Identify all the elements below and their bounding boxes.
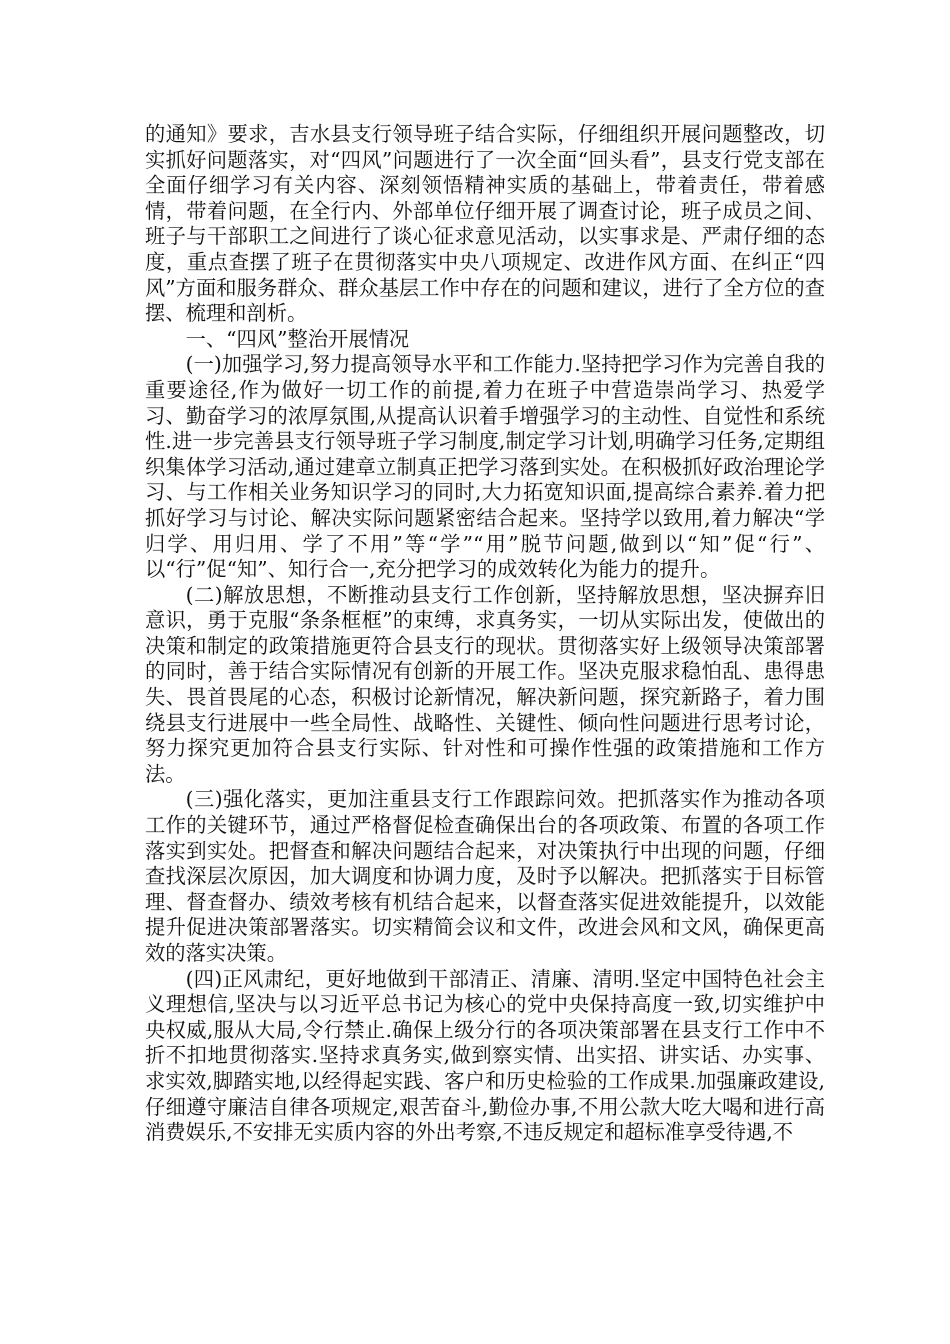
paragraph-intro: 的通知》要求，吉水县支行领导班子结合实际，仔细组织开展问题整改，切实抓好问题落实，对“四风”问题进行了一次全面“回头看”，县支行党支部在全面仔细学习有关内容、深刻领悟精神实质的基础上，带着责任，带着感情，带着问题，在全行内、外部单位仔细开展了调查讨论，班子成员之间、班子与干部职工之间进行了谈心征求意见活动，以实事求是、严肃仔细的态度，重点查摆了班子在贯彻落实中央八项规定、改进作风方面、在纠正“四风”方面和服务群众、群众基层工作中存在的问题和建议，进行了全方位的查摆、梳理和剖析。 [145,122,825,326]
paragraph-discipline: (四)正风肃纪，更好地做到干部清正、清廉、清明.坚定中国特色社会主义理想信,坚决与以习近平总书记为核心的党中央保持高度一致,切实维护中央权威,服从大局,令行禁止.确保上级分行的各项决策部署在县支行工作中不折不扣地贯彻落实.坚持求真务实,做到察实情、出实招、讲实话、办实事、求实效,脚踏实地,以经得起实践、客户和历史检验的工作成果.加强廉政建设,仔细遵守廉洁自律各项规定,艰苦奋斗,勤俭办事,不用公款大吃大喝和进行高消费娱乐,不安排无实质内容的外出考察,不违反规定和超标准享受待遇,不 [145,966,825,1145]
paragraph-study: (一)加强学习,努力提高领导水平和工作能力.坚持把学习作为完善自我的重要途径,作为做好一切工作的前提,着力在班子中营造崇尚学习、热爱学习、勤奋学习的浓厚氛围,从提高认识着手增强学习的主动性、自觉性和系统性.进一步完善县支行领导班子学习制度,制定学习计划,明确学习任务,定期组织集体学习活动,通过建章立制真正把学习落到实处。在积极抓好政治理论学习、与工作相关业务知识学习的同时,大力拓宽知识面,提高综合素养.着力把抓好学习与讨论、解决实际问题紧密结合起来。坚持学以致用,着力解决“学归学、用归用、学了不用”等“学”“用”脱节问题,做到以“知”促“行”、以“行”促“知”、知行合一,充分把学习的成效转化为能力的提升。 [145,352,825,582]
paragraph-implementation: (三)强化落实，更加注重县支行工作跟踪问效。把抓落实作为推动各项工作的关键环节，通过严格督促检查确保出台的各项政策、布置的各项工作落实到实处。把督查和解决问题结合起来，对决策执行中出现的问题，仔细查找深层次原因，加大调度和协调力度，及时予以解决。把抓落实于目标管理、督查督办、绩效考核有机结合起来，以督查落实促进效能提升，以效能提升促进决策部署落实。切实精简会议和文件，改进会风和文风，确保更高效的落实决策。 [145,787,825,965]
document-body [145,122,825,1146]
section-heading: 一、“四风”整治开展情况 [185,326,410,351]
paragraph-emancipate-mind: (二)解放思想，不断推动县支行工作创新，坚持解放思想，坚决摒弃旧意识，勇于克服“条条框框”的束缚，求真务实，一切从实际出发，使做出的决策和制定的政策措施更符合县支行的现状。贯彻落实好上级领导决策部署的同时，善于结合实际情况有创新的开展工作。坚决克服求稳怕乱、患得患失、畏首畏尾的心态，积极讨论新情况，解决新问题，探究新路子，着力围绕县支行进展中一些全局性、战略性、关键性、倾向性问题进行思考讨论，努力探究更加符合县支行实际、针对性和可操作性强的政策措施和工作方法。 [145,582,825,786]
